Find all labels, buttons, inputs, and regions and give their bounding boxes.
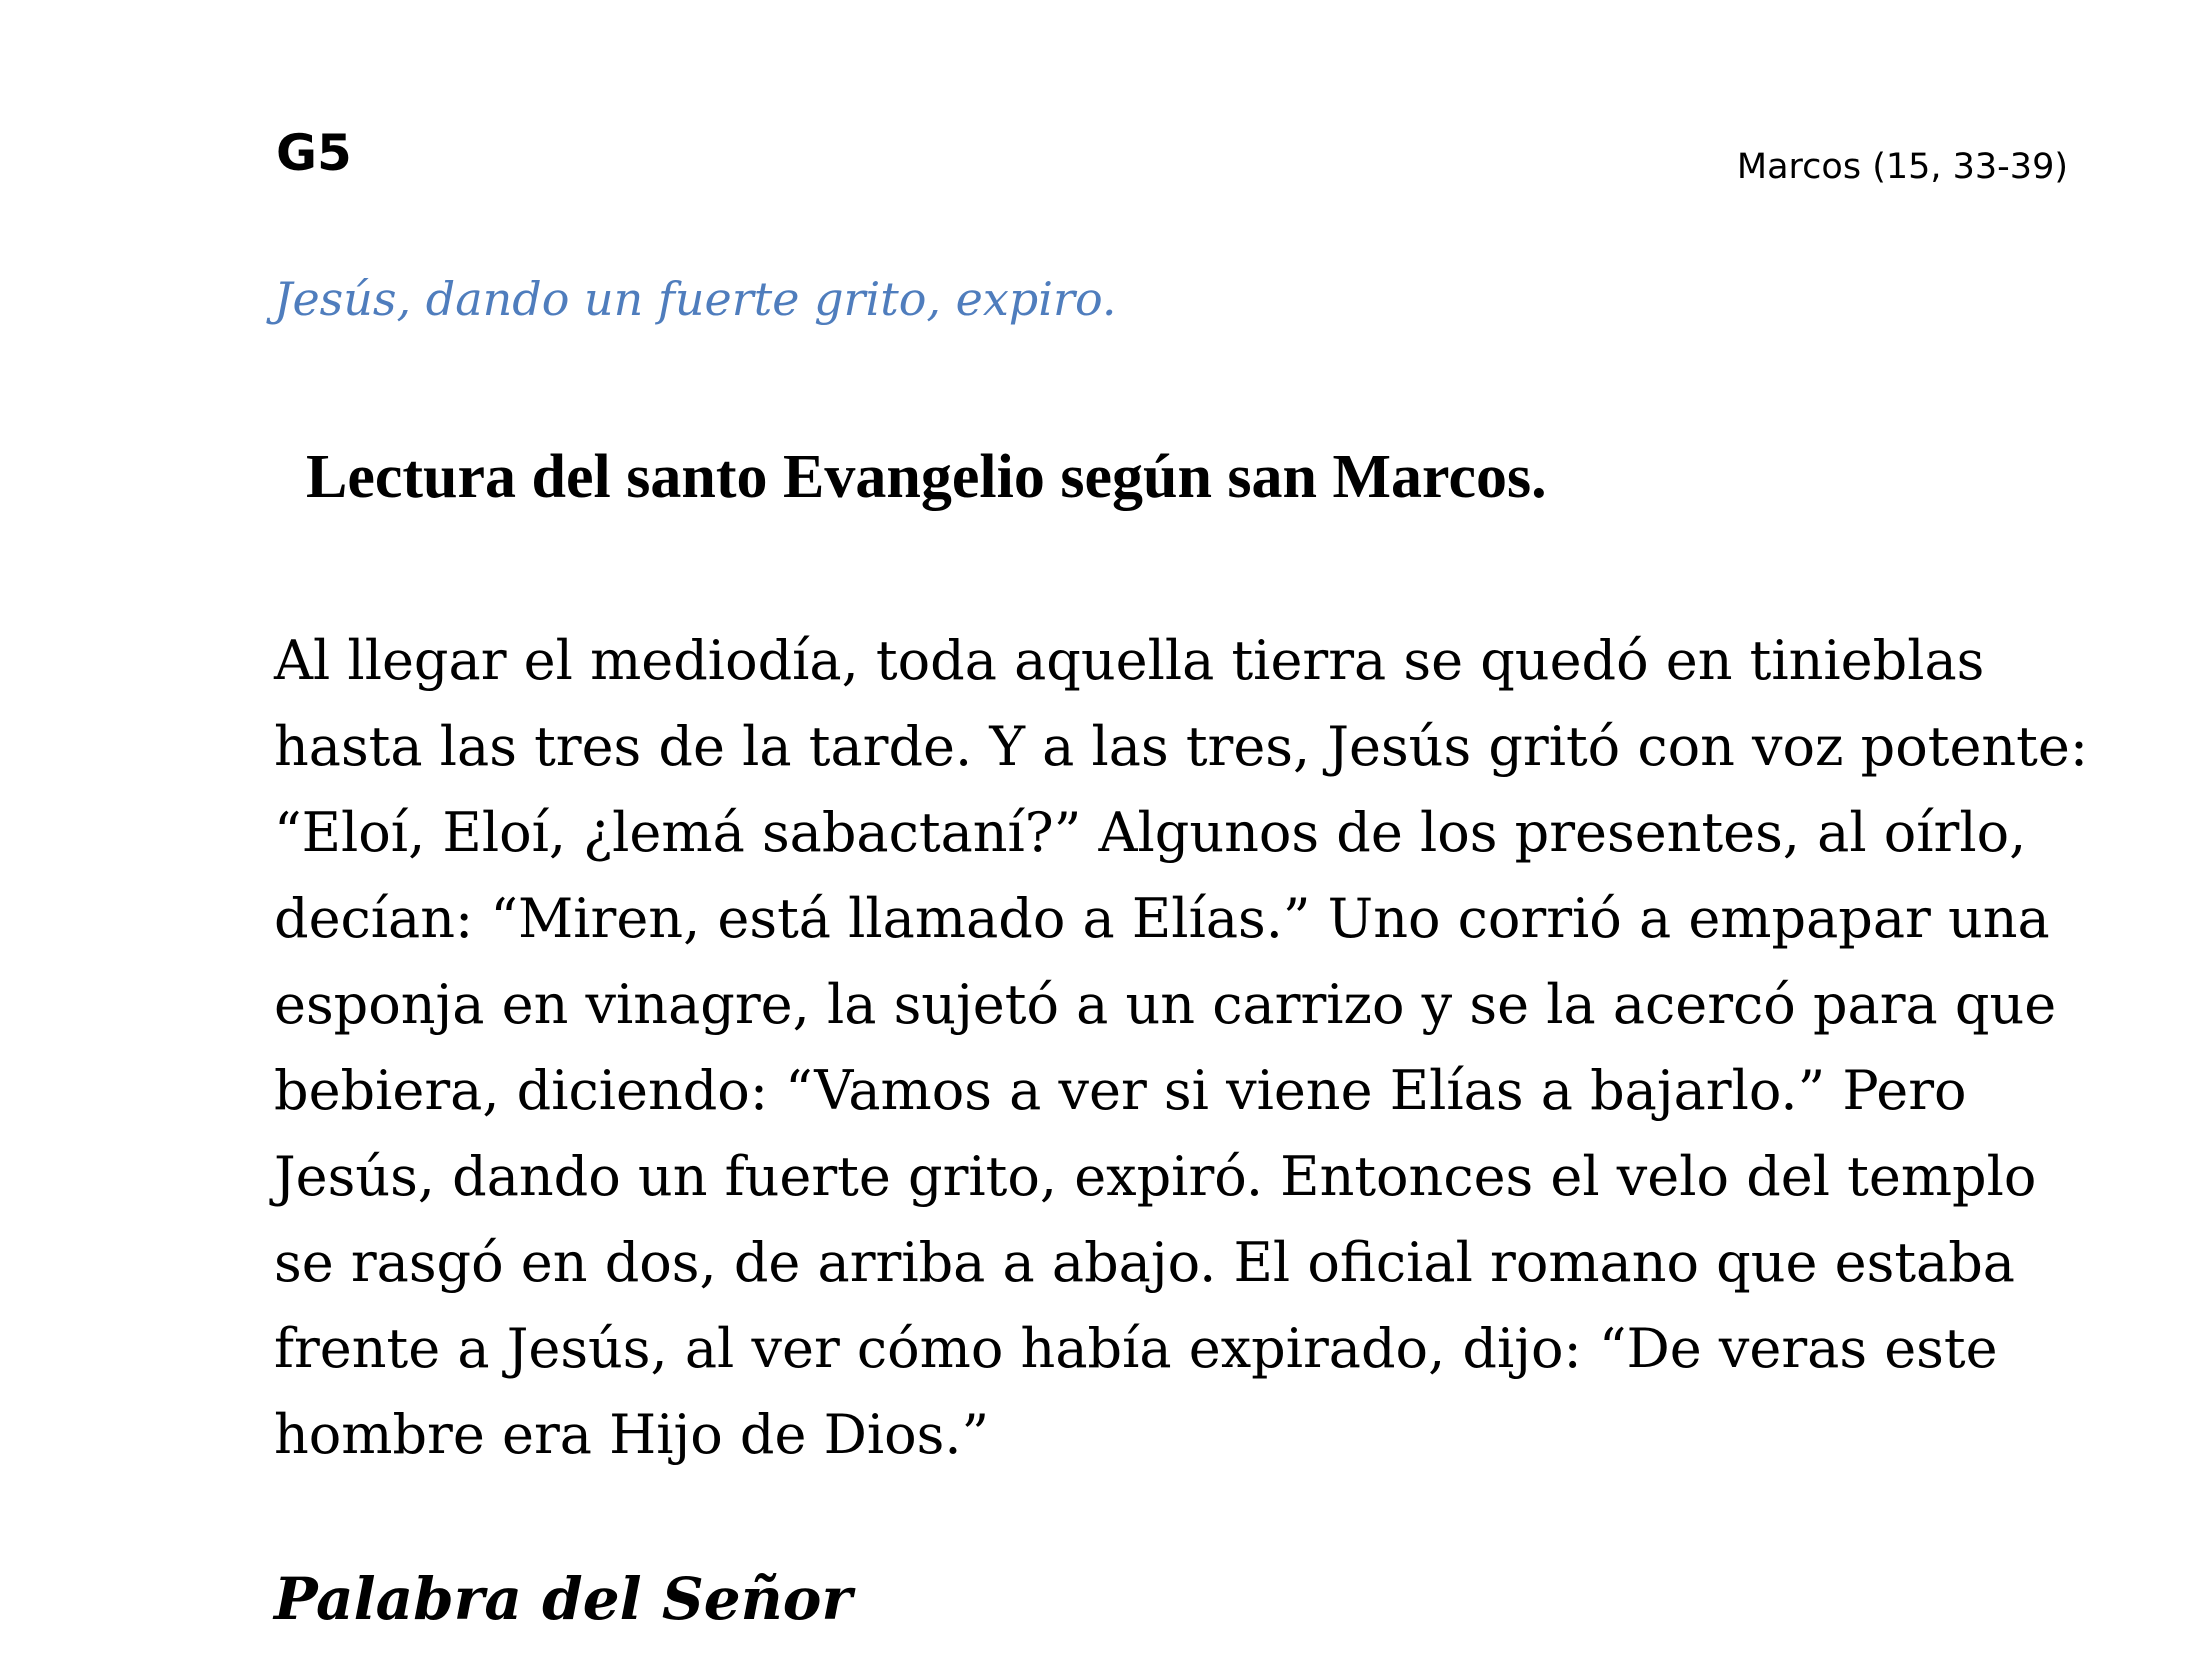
body-line: hasta las tres de la tarde. Y a las tres, Jesús gritó con voz potente: (274, 715, 2089, 778)
closing-acclamation: Palabra del Señor (274, 1565, 853, 1633)
body-line: hombre era Hijo de Dios.” (274, 1403, 990, 1466)
body-line: frente a Jesús, al ver cómo había expirado, dijo: “De veras este (274, 1317, 1998, 1380)
gospel-body (274, 618, 2134, 1478)
reading-heading: Lectura del santo Evangelio según san Marcos. (306, 443, 1547, 511)
body-line: Jesús, dando un fuerte grito, expiró. Entonces el velo del templo (274, 1145, 2037, 1208)
reading-code: G5 (276, 124, 352, 182)
antiphon-text: Jesús, dando un fuerte grito, expiro. (274, 272, 1117, 326)
body-line: decían: “Miren, está llamado a Elías.” Uno corrió a empapar una (274, 887, 2050, 950)
body-line: esponja en vinagre, la sujetó a un carrizo y se la acercó para que (274, 973, 2057, 1036)
body-line: se rasgó en dos, de arriba a abajo. El oficial romano que estaba (274, 1231, 2015, 1294)
scripture-citation: Marcos (15, 33-39) (1736, 147, 2068, 187)
body-line: bebiera, diciendo: “Vamos a ver si viene Elías a bajarlo.” Pero (274, 1059, 1967, 1122)
body-line: “Eloí, Eloí, ¿lemá sabactaní?” Algunos de los presentes, al oírlo, (274, 801, 2027, 864)
body-line: Al llegar el mediodía, toda aquella tierra se quedó en tinieblas (274, 629, 1985, 692)
